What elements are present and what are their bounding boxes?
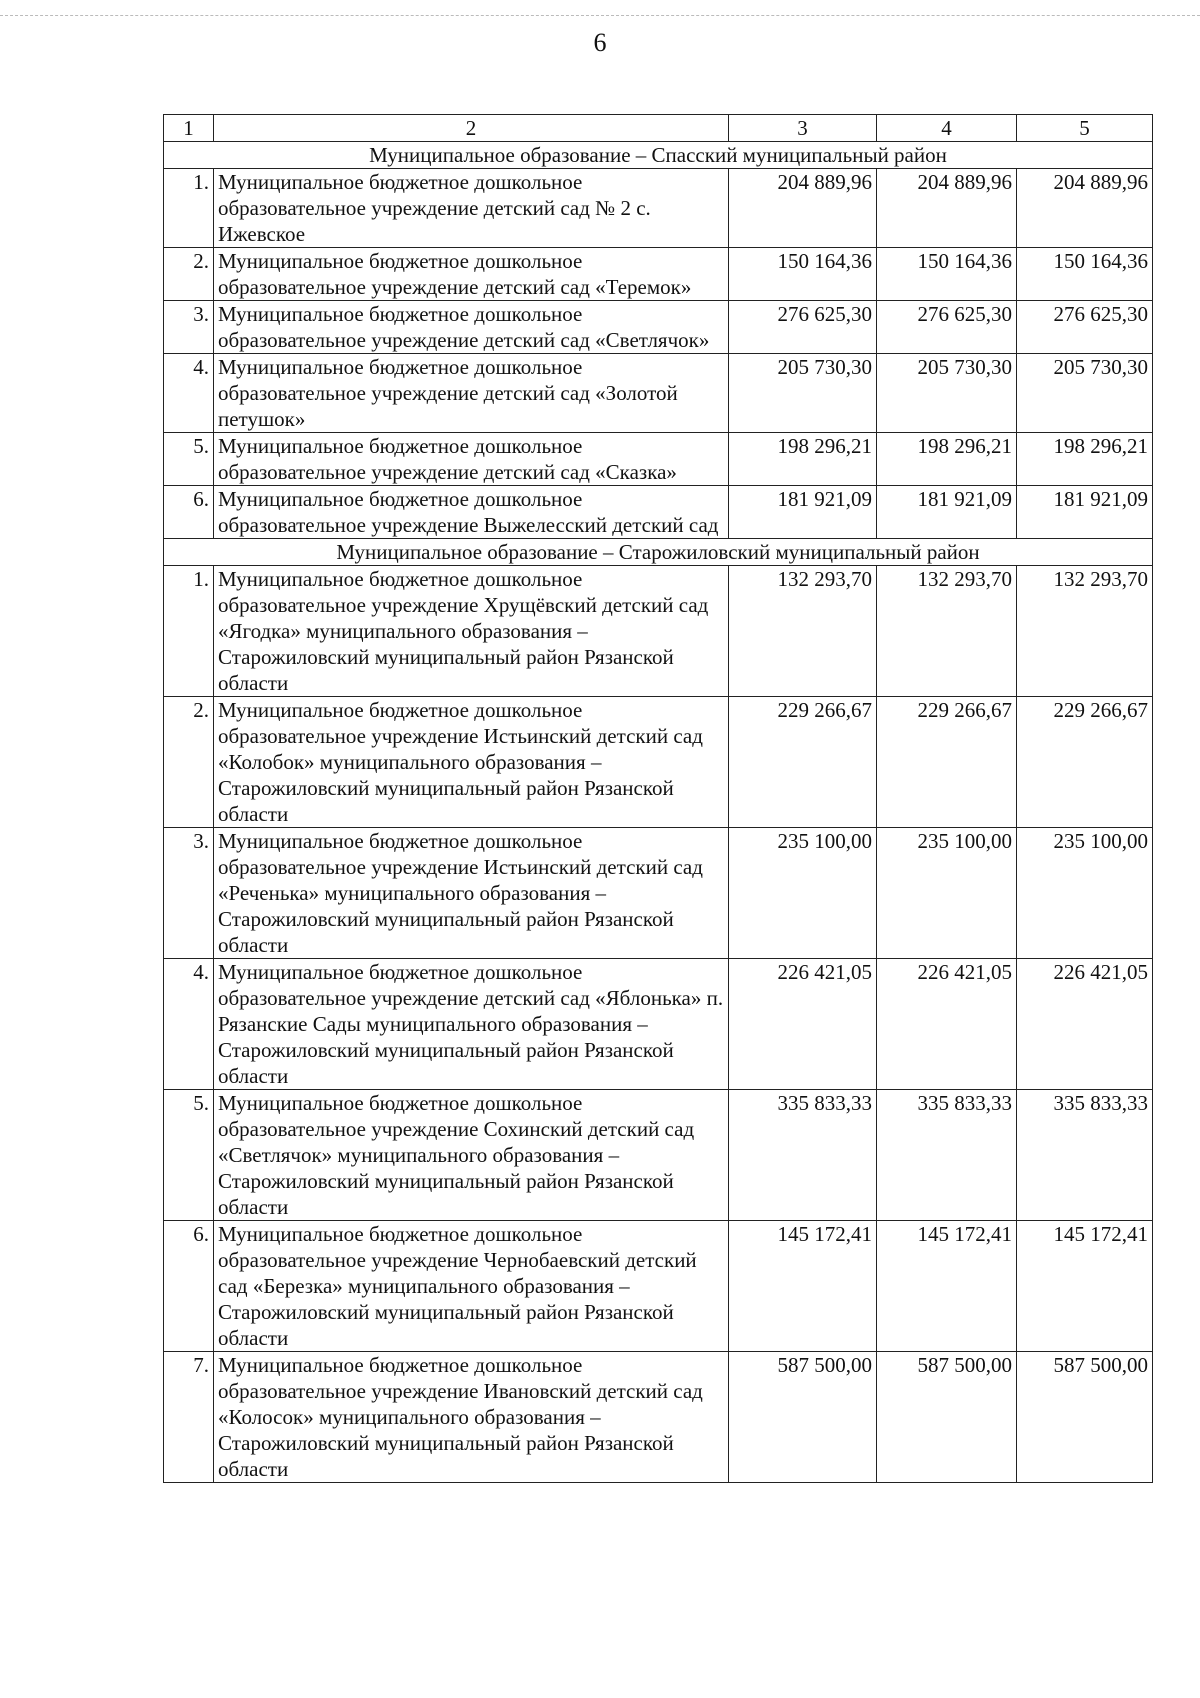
- header-cell: 3: [729, 115, 877, 142]
- value-col4: 145 172,41: [877, 1221, 1017, 1352]
- row-number: 1.: [164, 566, 214, 697]
- value-col3: 145 172,41: [729, 1221, 877, 1352]
- value-col4: 181 921,09: [877, 486, 1017, 539]
- value-col5: 150 164,36: [1017, 248, 1153, 301]
- row-number: 7.: [164, 1352, 214, 1483]
- institution-name: Муниципальное бюджетное дошкольное образовательное учреждение детский сад «Теремок»: [214, 248, 729, 301]
- row-number: 3.: [164, 828, 214, 959]
- institution-name: Муниципальное бюджетное дошкольное образовательное учреждение детский сад «Сказка»: [214, 433, 729, 486]
- value-col5: 335 833,33: [1017, 1090, 1153, 1221]
- table-row: [164, 301, 1153, 354]
- institution-name: Муниципальное бюджетное дошкольное образовательное учреждение детский сад «Золотой петушок»: [214, 354, 729, 433]
- value-col4: 276 625,30: [877, 301, 1017, 354]
- value-col4: 226 421,05: [877, 959, 1017, 1090]
- table-row: [164, 248, 1153, 301]
- table-row: [164, 828, 1153, 959]
- header-row: [164, 115, 1153, 142]
- page-number: 6: [593, 28, 607, 57]
- value-col5: 181 921,09: [1017, 486, 1153, 539]
- header-cell: 5: [1017, 115, 1153, 142]
- row-number: 2.: [164, 248, 214, 301]
- table-row: [164, 1090, 1153, 1221]
- value-col4: 132 293,70: [877, 566, 1017, 697]
- value-col3: 226 421,05: [729, 959, 877, 1090]
- section-title: Муниципальное образование – Старожиловский муниципальный район: [164, 539, 1153, 566]
- table-row: [164, 1221, 1153, 1352]
- value-col5: 204 889,96: [1017, 169, 1153, 248]
- row-number: 6.: [164, 486, 214, 539]
- table-row: [164, 1352, 1153, 1483]
- table-row: [164, 433, 1153, 486]
- table-row: [164, 959, 1153, 1090]
- value-col4: 587 500,00: [877, 1352, 1017, 1483]
- value-col3: 229 266,67: [729, 697, 877, 828]
- value-col4: 205 730,30: [877, 354, 1017, 433]
- section-row: [164, 539, 1153, 566]
- institution-name: Муниципальное бюджетное дошкольное образовательное учреждение детский сад № 2 с. Ижевское: [214, 169, 729, 248]
- value-col5: 229 266,67: [1017, 697, 1153, 828]
- section-title: Муниципальное образование – Спасский муниципальный район: [164, 142, 1153, 169]
- institution-name: Муниципальное бюджетное дошкольное образовательное учреждение Чернобаевский детский сад «Березка» муниципального образования – Старожиловский муниципальный район Рязанской области: [214, 1221, 729, 1352]
- table-body: [164, 115, 1153, 1483]
- value-col3: 204 889,96: [729, 169, 877, 248]
- table-row: [164, 697, 1153, 828]
- table-row: [164, 354, 1153, 433]
- row-number: 2.: [164, 697, 214, 828]
- value-col3: 587 500,00: [729, 1352, 877, 1483]
- row-number: 3.: [164, 301, 214, 354]
- row-number: 4.: [164, 354, 214, 433]
- institution-name: Муниципальное бюджетное дошкольное образовательное учреждение Хрущёвский детский сад «Ягодка» муниципального образования – Старожиловский муниципальный район Рязанской области: [214, 566, 729, 697]
- value-col5: 145 172,41: [1017, 1221, 1153, 1352]
- value-col5: 198 296,21: [1017, 433, 1153, 486]
- value-col4: 229 266,67: [877, 697, 1017, 828]
- table-row: [164, 566, 1153, 697]
- row-number: 4.: [164, 959, 214, 1090]
- value-col3: 198 296,21: [729, 433, 877, 486]
- table-row: [164, 486, 1153, 539]
- value-col3: 132 293,70: [729, 566, 877, 697]
- row-number: 5.: [164, 433, 214, 486]
- value-col3: 276 625,30: [729, 301, 877, 354]
- value-col4: 235 100,00: [877, 828, 1017, 959]
- value-col4: 335 833,33: [877, 1090, 1017, 1221]
- value-col3: 235 100,00: [729, 828, 877, 959]
- header-cell: 4: [877, 115, 1017, 142]
- row-number: 5.: [164, 1090, 214, 1221]
- value-col3: 205 730,30: [729, 354, 877, 433]
- value-col5: 235 100,00: [1017, 828, 1153, 959]
- value-col5: 587 500,00: [1017, 1352, 1153, 1483]
- value-col3: 181 921,09: [729, 486, 877, 539]
- value-col5: 276 625,30: [1017, 301, 1153, 354]
- value-col4: 204 889,96: [877, 169, 1017, 248]
- institution-name: Муниципальное бюджетное дошкольное образовательное учреждение Сохинский детский сад «Светлячок» муниципального образования – Старожиловский муниципальный район Рязанской области: [214, 1090, 729, 1221]
- row-number: 6.: [164, 1221, 214, 1352]
- value-col3: 335 833,33: [729, 1090, 877, 1221]
- value-col5: 226 421,05: [1017, 959, 1153, 1090]
- institution-name: Муниципальное бюджетное дошкольное образовательное учреждение Выжелесский детский сад: [214, 486, 729, 539]
- funding-table: [163, 114, 1153, 1483]
- table-row: [164, 169, 1153, 248]
- institution-name: Муниципальное бюджетное дошкольное образовательное учреждение детский сад «Светлячок»: [214, 301, 729, 354]
- row-number: 1.: [164, 169, 214, 248]
- header-cell: 2: [214, 115, 729, 142]
- value-col3: 150 164,36: [729, 248, 877, 301]
- value-col5: 132 293,70: [1017, 566, 1153, 697]
- value-col5: 205 730,30: [1017, 354, 1153, 433]
- institution-name: Муниципальное бюджетное дошкольное образовательное учреждение детский сад «Яблонька» п. Рязанские Сады муниципального образования – Старожиловский муниципальный район Рязанской области: [214, 959, 729, 1090]
- value-col4: 198 296,21: [877, 433, 1017, 486]
- institution-name: Муниципальное бюджетное дошкольное образовательное учреждение Истьинский детский сад «Реченька» муниципального образования – Старожиловский муниципальный район Рязанской области: [214, 828, 729, 959]
- value-col4: 150 164,36: [877, 248, 1017, 301]
- institution-name: Муниципальное бюджетное дошкольное образовательное учреждение Ивановский детский сад «Колосок» муниципального образования – Старожиловский муниципальный район Рязанской области: [214, 1352, 729, 1483]
- institution-name: Муниципальное бюджетное дошкольное образовательное учреждение Истьинский детский сад «Колобок» муниципального образования – Старожиловский муниципальный район Рязанской области: [214, 697, 729, 828]
- section-row: [164, 142, 1153, 169]
- header-cell: 1: [164, 115, 214, 142]
- scan-top-border: [0, 15, 1200, 18]
